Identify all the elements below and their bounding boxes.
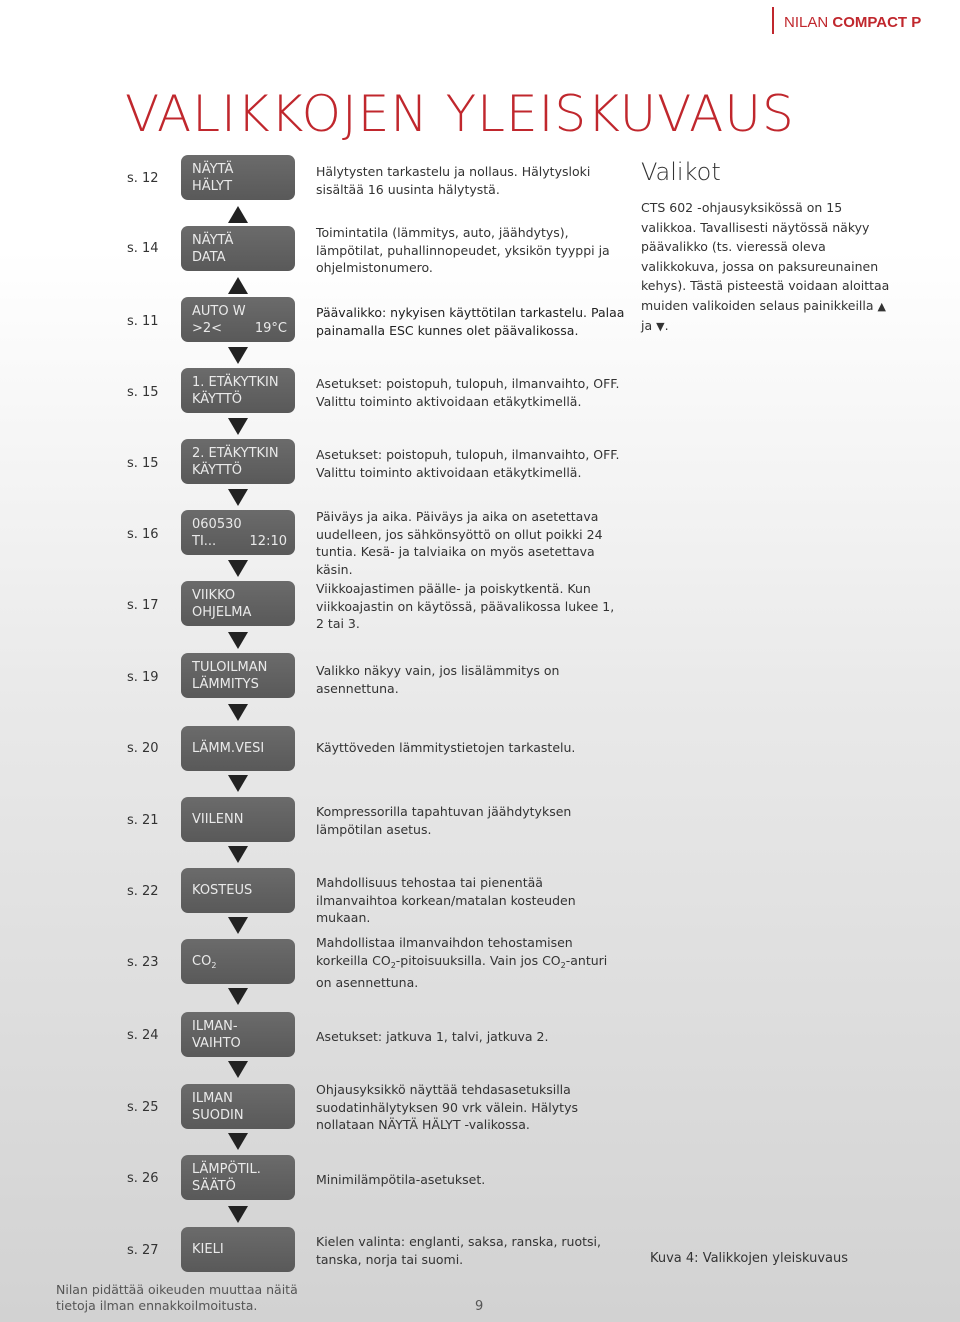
display-line-2 — [192, 533, 287, 550]
display-line-1: AUTO W — [192, 304, 246, 319]
display-line-1: ILMAN- — [192, 1019, 238, 1034]
sidebar-text-before: CTS 602 -ohjausyksikössä on 15 valikkoa. Tavallisesti näytössä näkyy päävalikko (ts. vieressä oleva valikkokuva, jossa on paksureunainen kehys). Tästä pisteestä voidaan aloittaa muiden valikoiden selaus painikkeilla — [641, 200, 890, 313]
down-arrow-icon — [228, 560, 248, 577]
menu-display-kosteus[interactable] — [181, 868, 295, 913]
page-ref: s. 12 — [127, 171, 159, 186]
menu-description: Mahdollisuus tehostaa tai pienentää ilmanvaihtoa korkean/matalan kosteuden mukaan. — [316, 875, 576, 925]
display-line-1: 1. ETÄKYTKIN — [192, 375, 279, 390]
page-ref: s. 15 — [127, 385, 159, 400]
sidebar-text — [641, 198, 901, 337]
desc-part: -pitoisuuksilla. Vain jos CO — [395, 952, 561, 968]
footer-disclaimer: Nilan pidättää oikeuden muuttaa näitä tietoja ilman ennakkoilmoitusta. — [56, 1282, 298, 1313]
menu-display-viilenn[interactable] — [181, 797, 295, 842]
menu-description: Päiväys ja aika. Päiväys ja aika on asetettava uudelleen, jos sähkönsyöttö on ollut poikki 24 tuntia. Kesä- ja talviaika on myös asetettava käsin. — [316, 509, 603, 577]
desc-part: Mahdollistaa ilmanvaihdon tehostamisen korkeilla CO — [316, 935, 573, 968]
page-ref: s. 21 — [127, 813, 159, 828]
sidebar-text-after: . — [664, 318, 669, 333]
display-line-1: NÄYTÄ — [192, 162, 234, 177]
down-arrow-icon — [228, 1133, 248, 1150]
down-arrow-icon — [228, 704, 248, 721]
menu-display-nayta-halyt[interactable] — [181, 155, 295, 200]
down-arrow-icon — [228, 988, 248, 1005]
down-arrow-icon — [228, 917, 248, 934]
menu-description: Kielen valinta: englanti, saksa, ranska, ruotsi, tanska, norja tai suomi. — [316, 1234, 601, 1267]
display-co: CO — [192, 954, 212, 969]
menu-description: Minimilämpötila-asetukset. — [316, 1172, 486, 1187]
down-arrow-icon — [228, 489, 248, 506]
menu-display-paavalikko[interactable] — [181, 297, 295, 342]
menu-display-kieli[interactable] — [181, 1227, 295, 1272]
page-ref: s. 23 — [127, 955, 159, 970]
page-ref: s. 22 — [127, 884, 159, 899]
page-ref: s. 17 — [127, 598, 159, 613]
display-line-1: LÄMPÖTIL. — [192, 1162, 261, 1177]
page-ref: s. 25 — [127, 1100, 159, 1115]
display-line-2: SUODIN — [192, 1108, 244, 1123]
display-line-2: DATA — [192, 250, 226, 265]
display-line-2-right: 12:10 — [249, 534, 287, 549]
page-ref: s. 20 — [127, 741, 159, 756]
display-line-1: VIIKKO — [192, 588, 236, 603]
sidebar-and: ja — [641, 318, 657, 333]
menu-display-etakytkin-1[interactable] — [181, 368, 295, 413]
down-arrow-icon — [228, 632, 248, 649]
display-line-2 — [192, 320, 287, 337]
down-arrow-icon — [228, 775, 248, 792]
brand-header — [772, 7, 921, 34]
page-ref: s. 11 — [127, 314, 159, 329]
menu-description: Ohjausyksikkö näyttää tehdasasetuksilla suodatinhälytyksen 90 vrk välein. Hälytys nollataan NÄYTÄ HÄLYT -valikossa. — [316, 1082, 578, 1132]
up-arrow-icon: ▲ — [877, 299, 886, 313]
menu-description: Asetukset: poistopuh, tulopuh, ilmanvaihto, OFF. Valittu toiminto aktivoidaan etäkytkimellä. — [316, 376, 620, 409]
sidebar-heading: Valikot — [641, 158, 721, 186]
menu-display-tuloilman-lammitys[interactable] — [181, 653, 295, 698]
display-line-1: TULOILMAN — [192, 660, 268, 675]
menu-display-lamm-vesi[interactable] — [181, 726, 295, 771]
display-line-2: OHJELMA — [192, 605, 252, 620]
display-line-2: KÄYTTÖ — [192, 392, 243, 407]
desc-sub: 2 — [560, 960, 566, 970]
down-arrow-icon — [228, 1061, 248, 1078]
valikot-sidebar — [641, 158, 901, 337]
display-co-sub: 2 — [211, 961, 217, 970]
page-ref: s. 26 — [127, 1171, 159, 1186]
menu-description: Hälytysten tarkastelu ja nollaus. Hälytysloki sisältää 16 uusinta hälytystä. — [316, 164, 591, 197]
menu-display-ilman-suodin[interactable] — [181, 1084, 295, 1129]
down-arrow-icon — [228, 846, 248, 863]
display-line-1: 2. ETÄKYTKIN — [192, 446, 279, 461]
display-line-1: KOSTEUS — [192, 883, 253, 898]
display-line-1: KIELI — [192, 1242, 224, 1257]
display-line-1 — [192, 939, 287, 988]
display-line-2: KÄYTTÖ — [192, 463, 243, 478]
brand-bold: COMPACT P — [832, 14, 922, 31]
page-ref: s. 19 — [127, 670, 159, 685]
menu-description — [316, 934, 611, 992]
display-line-1: ILMAN — [192, 1091, 233, 1106]
menu-display-lampotil-saato[interactable] — [181, 1155, 295, 1200]
menu-display-co2[interactable] — [181, 939, 295, 984]
menu-description: Valikko näkyy vain, jos lisälämmitys on asennettuna. — [316, 663, 560, 696]
menu-display-paivays-aika[interactable] — [181, 510, 295, 555]
desc-sub: 2 — [390, 960, 396, 970]
display-line-2: SÄÄTÖ — [192, 1179, 236, 1194]
menu-display-etakytkin-2[interactable] — [181, 439, 295, 484]
up-arrow-icon — [228, 277, 248, 294]
display-line-1: VIILENN — [192, 812, 244, 827]
page-title: VALIKKOJEN YLEISKUVAUS — [125, 85, 795, 143]
down-arrow-icon — [228, 347, 248, 364]
display-line-1: NÄYTÄ — [192, 233, 234, 248]
page-ref: s. 15 — [127, 456, 159, 471]
page-ref: s. 14 — [127, 241, 159, 256]
page-ref: s. 16 — [127, 527, 159, 542]
menu-display-ilmanvaihto[interactable] — [181, 1012, 295, 1057]
menu-display-viikko-ohjelma[interactable] — [181, 581, 295, 626]
down-arrow-icon — [228, 418, 248, 435]
display-line-1: 060530 — [192, 517, 242, 532]
down-arrow-icon — [228, 1206, 248, 1223]
up-arrow-icon — [228, 206, 248, 223]
page-ref: s. 24 — [127, 1028, 159, 1043]
menu-description: Toimintatila (lämmitys, auto, jäähdytys), lämpötilat, puhallinnopeudet, yksikön tyyppi ja ohjelmistonumero. — [316, 225, 610, 275]
brand-light: NILAN — [784, 14, 833, 31]
menu-description: Viikkoajastimen päälle- ja poiskytkentä. Kun viikkoajastin on käytössä, päävalikossa lukee 1, 2 tai 3. — [316, 581, 615, 631]
menu-description: Asetukset: jatkuva 1, talvi, jatkuva 2. — [316, 1029, 549, 1044]
display-line-1: LÄMM.VESI — [192, 741, 265, 756]
display-line-2: VAIHTO — [192, 1036, 241, 1051]
menu-description: Käyttöveden lämmitystietojen tarkastelu. — [316, 740, 576, 755]
down-arrow-icon: ▼ — [656, 320, 665, 333]
display-line-2-left: TI... — [192, 534, 217, 549]
page-ref: s. 27 — [127, 1243, 159, 1258]
menu-description: Asetukset: poistopuh, tulopuh, ilmanvaihto, OFF. Valittu toiminto aktivoidaan etäkytkimellä. — [316, 447, 620, 480]
display-line-2: HÄLYT — [192, 179, 233, 194]
display-line-2: LÄMMITYS — [192, 677, 259, 692]
display-line-2-right: 19°C — [254, 321, 287, 336]
figure-caption: Kuva 4: Valikkojen yleiskuvaus — [650, 1251, 849, 1266]
menu-description: Kompressorilla tapahtuvan jäähdytyksen lämpötilan asetus. — [316, 804, 572, 837]
menu-display-nayta-data[interactable] — [181, 226, 295, 271]
menu-description: Päävalikko: nykyisen käyttötilan tarkastelu. Palaa painamalla ESC kunnes olet päävalikossa. — [316, 305, 625, 338]
page-number: 9 — [475, 1299, 484, 1314]
desc-part: -anturi on asennettuna. — [316, 952, 608, 990]
display-line-2-left: >2< — [192, 321, 223, 336]
